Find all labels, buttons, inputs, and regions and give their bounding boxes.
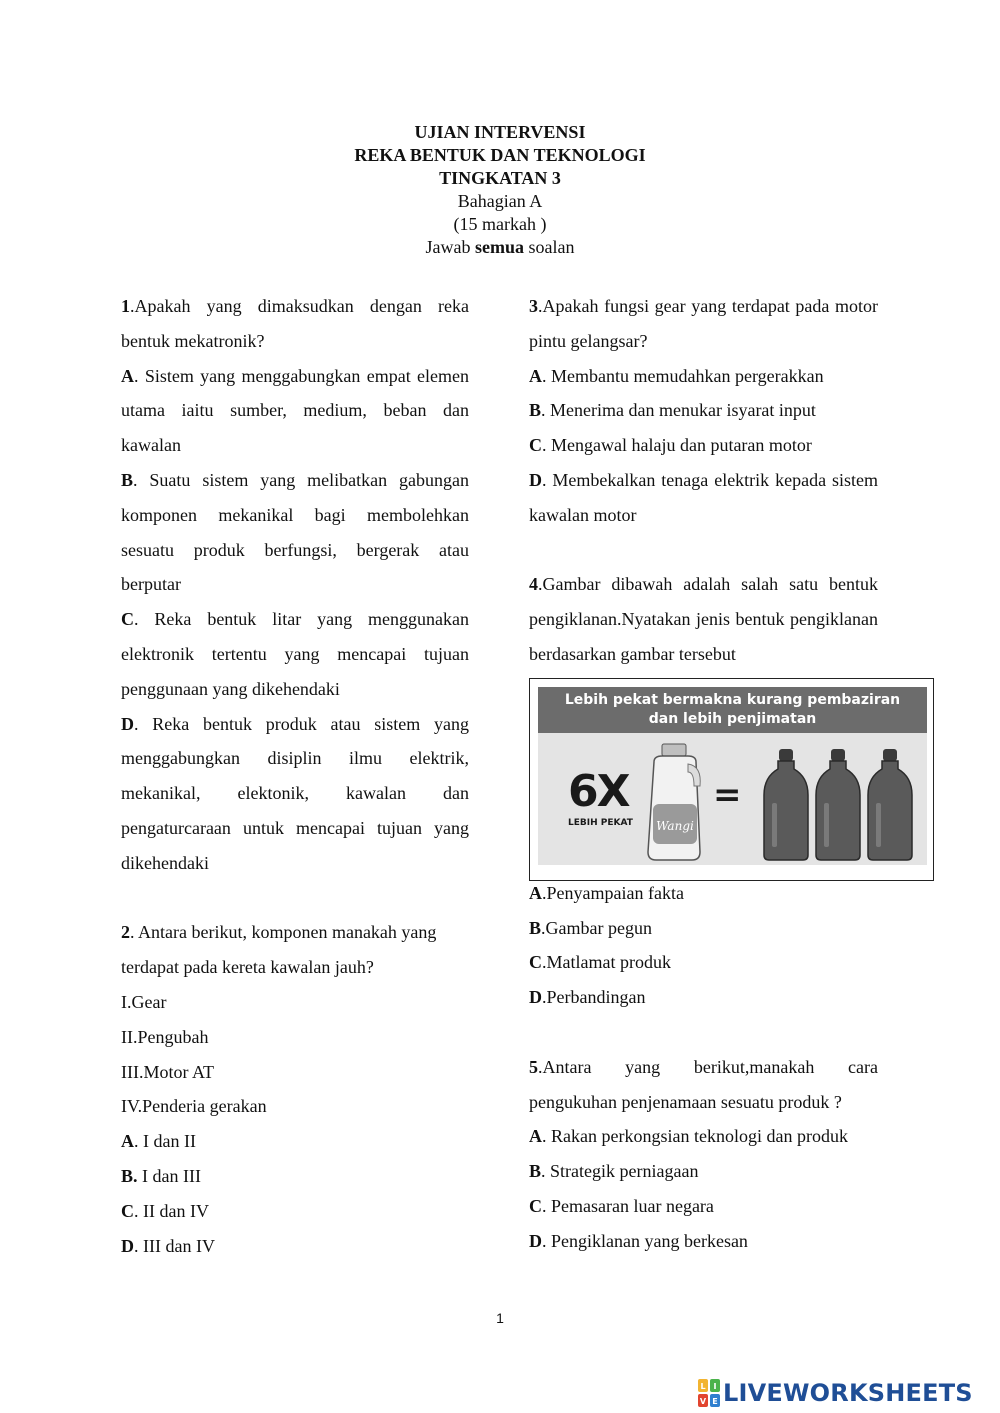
q4-option-d[interactable]: D.Perbandingan [529, 987, 646, 1008]
subject-title: REKA BENTUK DAN TEKNOLOGI [354, 145, 646, 165]
q2-option-d[interactable]: D. III dan IV [121, 1235, 215, 1256]
q4-option-a[interactable]: A.Penyampaian fakta [529, 882, 684, 903]
bottle-icon [762, 747, 810, 862]
ad-headline-line-2: dan lebih penjimatan [648, 710, 817, 727]
bottle-icon [866, 747, 914, 862]
q4-option-b[interactable]: B.Gambar pegun [529, 917, 652, 938]
svg-text:V: V [699, 1397, 707, 1406]
question-3: 3.Apakah fungsi gear yang terdapat pada motor pintu gelangsar? [529, 296, 878, 351]
svg-text:E: E [712, 1397, 718, 1406]
q3-option-b[interactable]: B. Menerima dan menukar isyarat input [529, 400, 816, 421]
q1-option-d[interactable]: D. Reka bentuk produk atau sistem yang menggabungkan disiplin ilmu elektrik, mekanikal, elektonik, kawalan dan pengaturcaraan untuk mencapai tujuan yang dikehendaki [121, 713, 469, 873]
advertisement-image [529, 678, 934, 881]
liveworksheets-logo[interactable] [698, 1377, 973, 1409]
exam-title: UJIAN INTERVENSI [414, 122, 586, 142]
q5-option-c[interactable]: C. Pemasaran luar negara [529, 1195, 714, 1216]
q2-option-b[interactable]: B. I dan III [121, 1165, 201, 1186]
liveworksheets-icon [698, 1379, 720, 1407]
svg-text:L: L [700, 1382, 706, 1391]
ad-headline-band [538, 687, 927, 733]
q3-option-a[interactable]: A. Membantu memudahkan pergerakkan [529, 365, 824, 386]
ad-equals-sign: = [713, 774, 742, 815]
liveworksheets-wordmark: LIVEWORKSHEETS [723, 1379, 973, 1407]
q2-item: I.Gear [121, 991, 167, 1012]
detergent-jug-icon [644, 742, 706, 862]
q5-option-a[interactable]: A. Rakan perkongsian teknologi dan produk [529, 1126, 848, 1147]
question-5: 5.Antara yang berikut,manakah cara pengukuhan penjenamaan sesuatu produk ? [529, 1056, 878, 1112]
q2-item: IV.Penderia gerakan [121, 1096, 267, 1117]
ad-background [538, 687, 927, 865]
left-column [121, 289, 469, 1263]
marks-label: (15 markah ) [453, 214, 547, 234]
ad-concentrated-label: LEBIH PEKAT [568, 817, 633, 828]
q2-option-a[interactable]: A. I dan II [121, 1131, 196, 1152]
q1-option-b[interactable]: B. Suatu sistem yang melibatkan gabungan komponen mekanikal bagi membolehkan sesuatu produk berfungsi, bergerak atau berputar [121, 469, 469, 595]
right-column [529, 289, 901, 1259]
q1-option-c[interactable]: C. Reka bentuk litar yang menggunakan elektronik tertentu yang mencapai tujuan penggunaan yang dikehendaki [121, 609, 469, 699]
q1-option-a[interactable]: A. Sistem yang menggabungkan empat elemen utama iaitu sumber, medium, beban dan kawalan [121, 365, 469, 456]
instruction: Jawab semua soalan [425, 237, 575, 257]
q4-option-c[interactable]: C.Matlamat produk [529, 952, 671, 973]
q2-item: II.Pengubah [121, 1026, 209, 1047]
q3-option-d[interactable]: D. Membekalkan tenaga elektrik kepada sistem kawalan motor [529, 469, 878, 525]
page-number: 1 [496, 1310, 504, 1326]
bottle-icon [814, 747, 862, 862]
q5-option-d[interactable]: D. Pengiklanan yang berkesan [529, 1230, 748, 1251]
q2-option-c[interactable]: C. II dan IV [121, 1200, 209, 1221]
document-header [0, 121, 1000, 259]
question-4: 4.Gambar dibawah adalah salah satu bentuk pengiklanan.Nyatakan jenis bentuk pengiklanan berdasarkan gambar tersebut [529, 574, 878, 664]
q5-option-b[interactable]: B. Strategik perniagaan [529, 1161, 699, 1182]
ad-6x-label: 6X [568, 765, 629, 817]
form-level: TINGKATAN 3 [439, 168, 561, 188]
ad-headline-line-1: Lebih pekat bermakna kurang pembaziran [564, 691, 901, 708]
ad-brand-label: Wangi [656, 818, 694, 833]
section-label: Bahagian A [457, 191, 543, 211]
question-1: 1.Apakah yang dimaksudkan dengan reka bentuk mekatronik? [121, 296, 469, 351]
svg-text:I: I [713, 1382, 717, 1391]
q2-item: III.Motor AT [121, 1061, 214, 1082]
question-2: 2. Antara berikut, komponen manakah yang terdapat pada kereta kawalan jauh? [121, 922, 437, 978]
q3-option-c[interactable]: C. Mengawal halaju dan putaran motor [529, 435, 812, 456]
